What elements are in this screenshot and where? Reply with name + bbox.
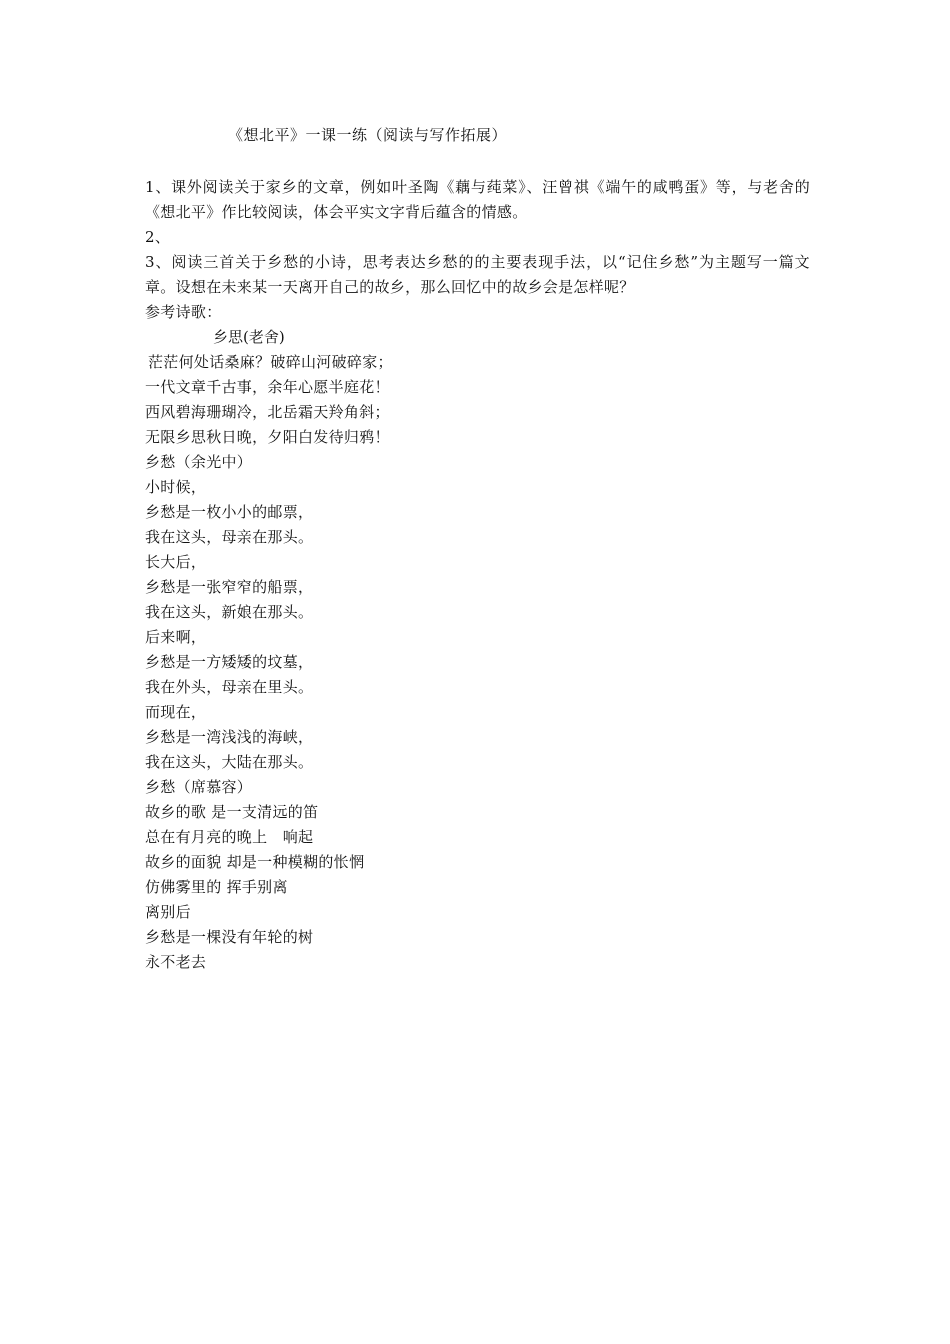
poem-3-line: 故乡的歌 是一支清远的笛: [145, 803, 319, 821]
question-2: 2、: [145, 228, 171, 246]
poem-2-line: 我在这头，母亲在那头。: [145, 528, 314, 546]
poem-2-line: 乡愁是一枚小小的邮票，: [145, 503, 314, 521]
poem-2-line: 我在这头，新娘在那头。: [145, 603, 314, 621]
poem-2-line: 乡愁是一方矮矮的坟墓，: [145, 653, 314, 671]
poem-3-title: 乡愁（席慕容）: [145, 778, 253, 796]
poem-1-title: 乡思(老舍): [213, 328, 285, 346]
poem-2-line: 乡愁是一湾浅浅的海峡，: [145, 728, 314, 746]
poem-2-line: 后来啊，: [145, 628, 207, 646]
poem-2-line: 小时候，: [145, 478, 207, 496]
poem-2-line: 乡愁是一张窄窄的船票，: [145, 578, 314, 596]
poem-2-line: 我在这头，大陆在那头。: [145, 753, 314, 771]
reference-label: 参考诗歌：: [145, 303, 222, 321]
poem-2-line: 长大后，: [145, 553, 207, 571]
poem-3-line: 乡愁是一棵没有年轮的树: [145, 928, 314, 946]
poem-2-line: 我在外头，母亲在里头。: [145, 678, 314, 696]
poem-3-line: 故乡的面貌 却是一种模糊的怅惘: [145, 853, 365, 871]
poem-1-line: 无限乡思秋日晚，夕阳白发待归鸦！: [145, 428, 390, 446]
poem-1-line: 西风碧海珊瑚冷，北岳霜天羚角斜；: [145, 403, 390, 421]
poem-3-line: 仿佛雾里的 挥手别离: [145, 878, 288, 896]
poem-2-title: 乡愁（余光中）: [145, 453, 253, 471]
poem-3-line: 离别后: [145, 903, 191, 921]
question-3: 3、阅读三首关于乡愁的小诗，思考表达乡愁的的主要表现手法，以“记住乡愁”为主题写一篇文章。设想在未来某一天离开自己的故乡，那么回忆中的故乡会是怎样呢？: [145, 253, 810, 296]
document-body: [145, 175, 810, 975]
poem-3-line: 永不老去: [145, 953, 207, 971]
poem-1-line: 一代文章千古事，余年心愿半庭花！: [145, 378, 390, 396]
poem-3-line: 总在有月亮的晚上 响起: [145, 828, 314, 846]
question-1: 1、课外阅读关于家乡的文章，例如叶圣陶《藕与莼菜》、汪曾祺《端午的咸鸭蛋》等，与老舍的《想北平》作比较阅读，体会平实文字背后蕴含的情感。: [145, 178, 810, 221]
document-title: 《想北平》一课一练（阅读与写作拓展）: [228, 126, 508, 144]
poem-2-line: 而现在，: [145, 703, 207, 721]
poem-1-line: 茫茫何处话桑麻？破碎山河破碎家；: [148, 353, 393, 371]
